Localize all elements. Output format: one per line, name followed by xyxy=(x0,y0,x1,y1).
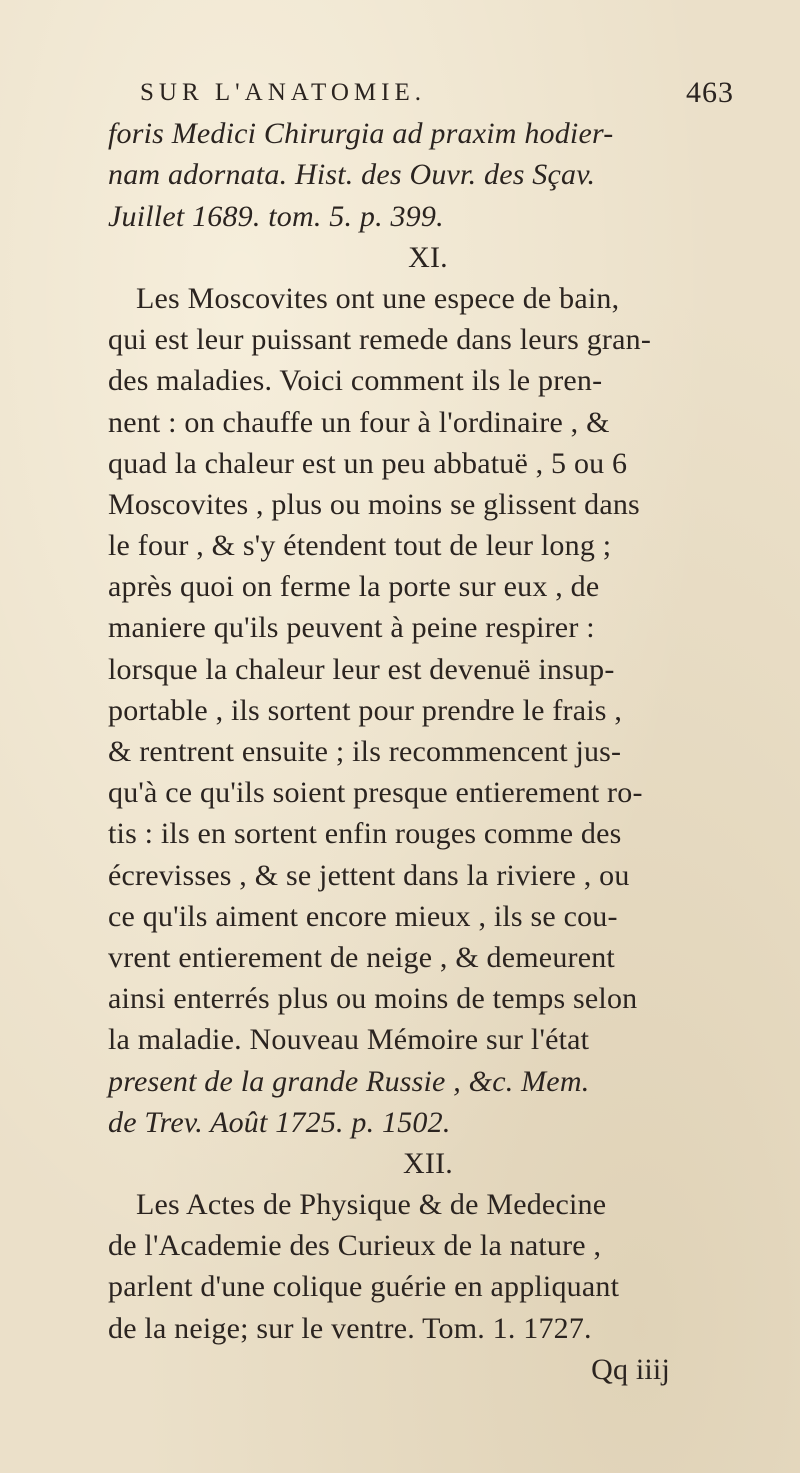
text-line: la maladie. Nouveau Mémoire sur l'état xyxy=(108,1023,590,1057)
text-line: foris Medici Chirurgia ad praxim hodier- xyxy=(108,117,614,151)
text-line: parlent d'une colique guérie en appliquant xyxy=(108,1270,620,1304)
text-line: Les Moscovites ont une espece de bain, xyxy=(136,281,620,315)
text-line: qu'à ce qu'ils soient presque entierement ro- xyxy=(108,776,643,810)
page-number: 463 xyxy=(686,76,734,109)
text-line: des maladies. Voici comment ils le pren- xyxy=(108,364,603,398)
text-line: ce qu'ils aiment encore mieux , ils se cou- xyxy=(108,899,618,933)
text-line: Les Actes de Physique & de Medecine xyxy=(136,1188,607,1222)
text-line: tis : ils en sortent enfin rouges comme des xyxy=(108,817,622,851)
text-line: vrent entierement de neige , & demeurent xyxy=(108,940,615,974)
text-line: de la neige; sur le ventre. Tom. 1. 1727. xyxy=(108,1311,592,1345)
running-header xyxy=(108,72,748,113)
text-line: nent : on chauffe un four à l'ordinaire , & xyxy=(108,405,610,439)
text-line: nam adornata. Hist. des Ouvr. des Sçav. xyxy=(108,158,596,192)
text-line: present de la grande Russie , &c. Mem. xyxy=(108,1064,590,1098)
text-line: ainsi enterrés plus ou moins de temps selon xyxy=(108,982,638,1016)
running-title: SUR L'ANATOMIE. xyxy=(140,79,426,106)
text-line: après quoi on ferme la porte sur eux , de xyxy=(108,570,600,604)
signature-mark: Qq iiij xyxy=(591,1352,670,1386)
text-line: qui est leur puissant remede dans leurs gran- xyxy=(108,323,652,357)
text-line: portable , ils sortent pour prendre le frais , xyxy=(108,693,623,727)
section-number: XII. xyxy=(403,1146,453,1180)
text-line: écrevisses , & se jettent dans la riviere , ou xyxy=(108,858,630,892)
page-text xyxy=(108,72,748,1390)
text-line: Moscovites , plus ou moins se glissent dans xyxy=(108,487,640,521)
text-line: maniere qu'ils peuvent à peine respirer : xyxy=(108,611,595,645)
text-line: Juillet 1689. tom. 5. p. 399. xyxy=(108,199,444,233)
text-line: & rentrent ensuite ; ils recommencent jus- xyxy=(108,735,622,768)
text-line: quad la chaleur est un peu abbatuë , 5 ou 6 xyxy=(108,446,628,480)
text-line: le four , & s'y étendent tout de leur long ; xyxy=(108,529,612,563)
text-line: de l'Academie des Curieux de la nature , xyxy=(108,1229,602,1263)
section-number: XI. xyxy=(408,240,448,274)
text-line: lorsque la chaleur leur est devenuë insup- xyxy=(108,652,615,686)
text-line: de Trev. Août 1725. p. 1502. xyxy=(108,1105,451,1139)
